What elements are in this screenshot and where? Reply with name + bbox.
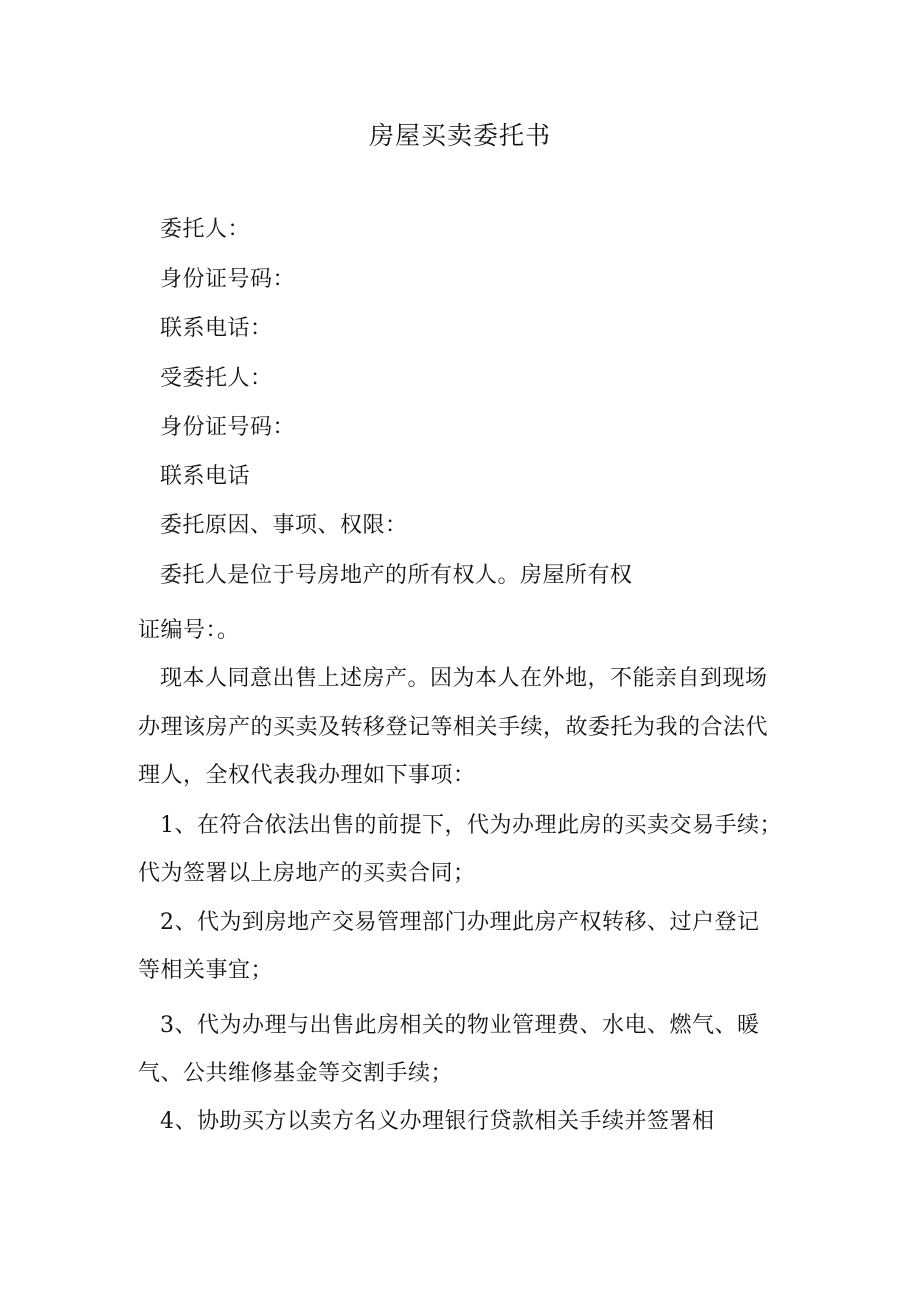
paragraph-line: 现本人同意出售上述房产。因为本人在外地，不能亲自到现场 [160,666,768,691]
paragraph-line: 理人，全权代表我办理如下事项： [138,763,476,788]
agent-field: 受委托人： [160,366,273,391]
list-item-line: 等相关事宜； [138,958,274,983]
principal-id-field: 身份证号码： [160,267,296,292]
paragraph-line: 委托人是位于号房地产的所有权人。房屋所有权 [160,563,633,588]
list-item-line: 4、协助买方以卖方名义办理银行贷款相关手续并签署相 [160,1109,715,1134]
list-item-line: 3、代为办理与出售此房相关的物业管理费、水电、燃气、暖 [160,1013,760,1038]
document-title: 房屋买卖委托书 [368,121,551,150]
reason-field: 委托原因、事项、权限： [160,513,408,538]
agent-id-field: 身份证号码： [160,415,296,440]
principal-phone-field: 联系电话： [160,316,273,341]
paragraph-line: 办理该房产的买卖及转移登记等相关手续，故委托为我的合法代 [138,715,769,740]
principal-field: 委托人： [160,217,251,242]
list-item-line: 1、在符合依法出售的前提下，代为办理此房的买卖交易手续； [160,813,782,838]
list-item-line: 气、公共维修基金等交割手续； [138,1061,454,1086]
list-item-line: 代为签署以上房地产的买卖合同； [138,861,476,886]
paragraph-line: 证编号：。 [138,618,240,643]
list-item-line: 2、代为到房地产交易管理部门办理此房产权转移、过户登记 [160,910,760,935]
agent-phone-field: 联系电话 [160,464,251,489]
